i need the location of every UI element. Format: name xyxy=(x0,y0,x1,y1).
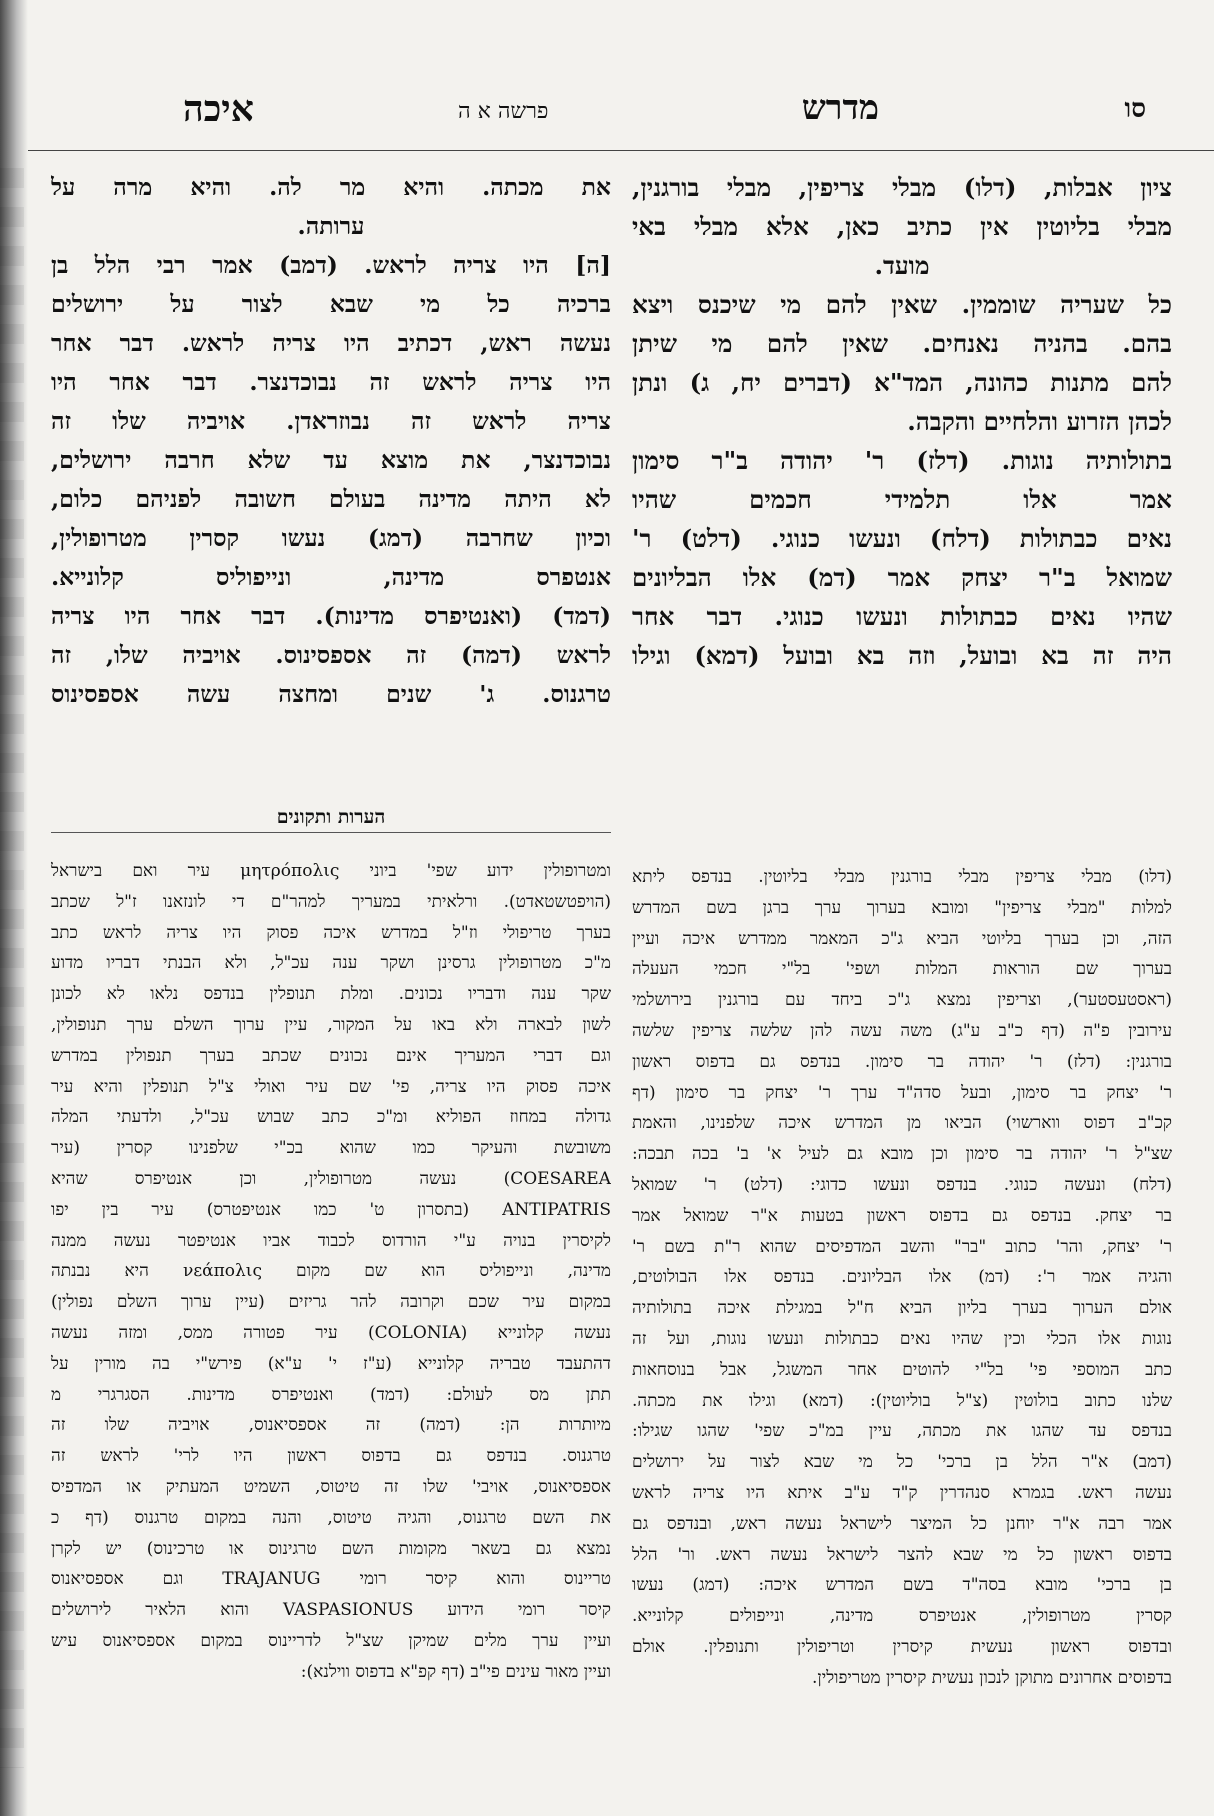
note-line: בדפוסים אחרונים מתוקן לנכון נעשית קיסרין מטריפולין. xyxy=(812,1667,1172,1688)
note-line: וגם דברי המעריך אינם נכונים שכתב בערך תנפולין במדרש xyxy=(51,1045,611,1066)
text-line: לראש (דמה) זה אספסינוס. אויביה שלו, זה xyxy=(51,641,611,669)
note-line: בערוך שם הוראות המלות ושפי' בל"י חכמי העעלה xyxy=(632,959,1172,980)
text-line: טרגנוס. ג' שנים ומחצה עשה אספסינוס xyxy=(51,680,611,708)
text-line: ערותה. xyxy=(297,212,365,240)
text-line: לא היתה מדינה בעולם חשובה לפניהם כלום, xyxy=(51,485,611,513)
note-line: את השם טרגנוס, והגיה טיטוס, והנה במקום טרגנוס (דף כ xyxy=(51,1507,611,1528)
text-line: וכיון שחרבה (דמג) נעשו קסרין מטרופולין, xyxy=(51,524,611,552)
note-line: במקום עיר שכם וקרובה להר גריזים (עיין ערוך השלם נפולין) xyxy=(51,1292,611,1313)
text-line: בתולותיה נוגות. (דלז) ר' יהודה ב"ר סימון xyxy=(632,446,1172,475)
main-text-right-column xyxy=(632,168,1172,916)
note-line: שלנו כתוב בולוטין (צ"ל בוליוטין): (דמא) וגילו את מכתה. xyxy=(632,1390,1172,1411)
note-line: ועיין ערך מלים שמיקן שצ"ל לדריינוס במקום אספסיאנוס עיש xyxy=(51,1630,611,1651)
note-line: (דלו) מבלי צריפין מבלי בורגנין מבלי בליוטין. בנדפס ליתא xyxy=(632,867,1172,887)
text-line: שמואל ב"ר יצחק אמר (דמ) אלו הבליונים xyxy=(632,563,1172,592)
note-line: ר' יצחק, והר' כתוב "בר" והשב המדפיסים שהוא ר"ת בשם ר' xyxy=(632,1236,1172,1257)
text-line: היו צריה לראש זה נבוכדנצר. דבר אחר היו xyxy=(51,368,611,396)
note-line: בנדפס עד שהגו את מכתה, עיין במ"כ שפי' שהגו שגילו: xyxy=(632,1421,1172,1442)
text-line: מועד. xyxy=(874,251,930,280)
note-line: דהתעבד טבריה קלונייא (ע"ז י' ע"א) פירש"י בה מורין על xyxy=(51,1353,611,1374)
note-line: קיסר רומי הידוע VASPASIONUS והוא הלאיר לירושלים xyxy=(51,1600,611,1621)
note-line: נעשה קלונייא (COLONIA) עיר פטורה ממס, ומזה נעשה xyxy=(51,1322,611,1343)
page-number: סו xyxy=(1124,94,1146,124)
text-line: נאים כבתולות (דלח) ונעשו כנוגי. (דלט) ר' xyxy=(632,524,1172,553)
note-line: מיותרות הן: (דמה) זה אספסיאנוס, אויביה שלו זה xyxy=(51,1415,611,1436)
text-line: נבוכדנצר, את מוצא עד שלא חרבה ירושלים, xyxy=(51,446,611,474)
bleed-through xyxy=(0,168,24,1768)
note-line: (דמב) א"ר הלל בן ברכי' כל מי שבא לצור על ירושלים xyxy=(632,1452,1172,1473)
notes-heading: הערות ותקונים xyxy=(276,806,386,828)
note-line: טריינוס והוא קיסר רומי TRAJANUG וגם אספסיאנוס xyxy=(51,1569,611,1590)
note-line: תתן מס לעולם: (דמד) ואנטיפרס מדינות. הסגרגרי מ xyxy=(51,1384,611,1405)
text-line: אמר אלו תלמידי חכמים שהיו xyxy=(632,485,1172,514)
note-line: ובדפוס ראשון נעשית קיסרין וטריפולין ותנופלין. אולם xyxy=(632,1636,1172,1657)
note-line: משובשת והעיקר כמו שהוא בכ"י שלפנינו קסרין (עיר xyxy=(51,1138,611,1159)
note-line: נעשה ראש. בגמרא סנהדרין ק"ד ע"ב איתא היו צריה לראש xyxy=(632,1482,1172,1503)
notes-right-column xyxy=(632,862,1172,1774)
notes-left-column xyxy=(51,856,611,1774)
note-line: איכה פסוק היו צריה, פי' שם עיר ואולי צ"ל תנופלין והיא עיר xyxy=(51,1076,611,1097)
text-line: כל שעריה שוממין. שאין להם מי שיכנס ויצא xyxy=(632,290,1172,319)
note-line: מ"כ מטרופולין גרסינן ושקר ענה עכ"ל, ולא הבנתי דבריו מדוע xyxy=(51,953,611,974)
note-line: (הויפטשטאדט). ורלאיתי במעריך למהר"ם די לונזאנו ז"ל שכתב xyxy=(51,891,611,912)
text-line: את מכתה. והיא מר לה. והיא מרה על xyxy=(51,173,611,201)
note-line: לקיסרין בנויה ע"י הורדוס לכבוד אביו אנטיפטר נעשה ממנה xyxy=(51,1230,611,1251)
main-text-left-column xyxy=(51,168,611,796)
note-line: (ראסטעסטער), וצריפין נמצא ג"כ ביחד עם בורגנין בירושלמי xyxy=(632,990,1172,1011)
note-line: מדינה, ונייפוליס הוא שם מקום νεάπολις היא נבנתה xyxy=(51,1261,611,1282)
note-line: הזה, וכן בערך בליוטי הביא ג"כ המאמר ממדרש איכה ועיין xyxy=(632,928,1172,949)
note-line: כתב המוספי פי' בל"י להוטים אחר המשגל, אבל בנוסחאות xyxy=(632,1359,1172,1380)
text-line: מבלי בליוטין אין כתיב כאן, אלא מבלי באי xyxy=(632,212,1172,241)
note-line: למלות "מבלי צריפין" ומובא בערוך ערך ברגן בשם המדרש xyxy=(632,897,1172,918)
note-line: בן ברכי' מובא בסה"ד בשם המדרש איכה: (דמג) נעשו xyxy=(632,1575,1172,1596)
note-line: נמצא גם בשאר מקומות השם טרגינוס או טרכינוס) יש לקרן xyxy=(51,1538,611,1559)
book-page xyxy=(28,0,1214,1816)
text-line: צריה לראש זה נבוזראדן. אויביה שלו זה xyxy=(51,407,611,435)
note-line: בערך טריפולי וז"ל במדרש איכה פסוק היו צריה לראש כתב xyxy=(51,922,611,943)
note-line: אולם הערוך בערך בליון הביא ח"ל במגילת איכה בתולותיה xyxy=(632,1298,1172,1319)
note-line: קסרין מטרופולין, אנטיפרס מדינה, ונייפולים קלונייא. xyxy=(632,1606,1172,1627)
text-line: [ה] היו צריה לראש. (דמב) אמר רבי הלל בן xyxy=(51,251,611,279)
text-line: בהם. בהניה נאנחים. שאין להם מי שיתן xyxy=(632,329,1172,358)
work-title: מדרש xyxy=(801,88,879,128)
note-line: נוגות אלו הכלי וכין שהיו נאים כבתולות ונעשו נוגות, ועל זה xyxy=(632,1328,1172,1349)
note-line: בורגנין: (דלז) ר' יהודה בר סימון. בנדפס גם בדפוס ראשון xyxy=(632,1051,1172,1072)
note-line: שצ"ל ר' יהודה בר סימון וכן מובא גם לעיל א' ב' בכה תבכה: xyxy=(632,1144,1172,1165)
header-rule xyxy=(28,150,1214,151)
text-line: נעשה ראש, דכתיב היו צריה לראש. דבר אחר xyxy=(51,329,611,357)
text-line: ציון אבלות, (דלו) מבלי צריפין, מבלי בורגנין, xyxy=(632,173,1172,202)
text-line: להם מתנות כהונה, המד"א (דברים יח, ג) ונתן xyxy=(632,368,1172,397)
note-line: לשון לבארה ולא באו על המקור, עיין ערוך השלם ערך תנופולין, xyxy=(51,1014,611,1035)
note-line: אספסיאנוס, אויבי' שלו זה טיטוס, השמיט המעתיק או המדפיס xyxy=(51,1476,611,1497)
note-line: גדולה במחוז הפוליא ומ"כ כתב שבוש עכ"ל, ולדעתי המלה xyxy=(51,1107,611,1128)
note-line: והגיה אמר ר': (דמ) אלו הבליונים. בנדפס אלו הבולוטים, xyxy=(632,1267,1172,1288)
note-line: טרגנוס. בנדפס גם בדפוס ראשון היו לרי' לראש זה xyxy=(51,1446,611,1467)
note-line: שקר ענה ודבריו נכונים. ומלת תנופלין בנדפס נלאו לא לכונן xyxy=(51,984,611,1005)
text-line: ברכיה כל מי שבא לצור על ירושלים xyxy=(51,290,611,318)
note-line: ANTIPATRIS (בתסרון ט' כמו אנטיפטרס) עיר בין יפו xyxy=(51,1199,611,1220)
note-line: קכ"ב דפוס ווארשוי) הביאו מן המדרש איכה שלפנינו, והאמת xyxy=(632,1113,1172,1134)
text-line: לכהן הזרוע והלחיים והקבה. xyxy=(907,407,1172,436)
note-line: ר' יצחק בר סימון, ובעל סדה"ד ערך ר' יצחק בר סימון (דף xyxy=(632,1082,1172,1103)
section-label: פרשה א ה xyxy=(458,99,549,124)
note-line: עירובין פ"ה (דף כ"ב ע"ג) משה עשה להן שלשה צריפין שלשה xyxy=(632,1020,1172,1041)
book-title: איכה xyxy=(183,88,254,130)
text-line: שהיו נאים כבתולות ונעשו כנוגי. דבר אחר xyxy=(632,602,1172,631)
text-line: אנטפרס מדינה, ונייפוליס קלונייא. xyxy=(51,563,611,591)
note-line: (דלח) ונעשה כנוגי. בנדפס ונעשו כדוגי: (דלט) ר' שמואל xyxy=(632,1174,1172,1195)
note-line: אמר רבה א"ר יוחנן כל המיצר לישראל נעשה ראש, ובנדפס גם xyxy=(632,1513,1172,1534)
note-line: ועיין מאור עינים פי"ב (דף קפ"א בדפוס ווילנא): xyxy=(300,1661,611,1682)
note-line: ומטרופולין ידוע שפי' ביוני μητρόπολις עיר ואם בישראל xyxy=(51,861,611,881)
running-head xyxy=(28,88,1214,132)
note-line: COESAREA) נעשה מטרופולין, וכן אנטיפרס שהיא xyxy=(51,1168,611,1189)
notes-rule xyxy=(51,832,611,833)
text-line: (דמד) (ואנטיפרס מדינות). דבר אחר היו צריה xyxy=(51,602,611,630)
text-line: היה זה בא ובועל, וזה בא ובועל (דמא) וגילו xyxy=(632,641,1172,670)
note-line: בדפוס ראשון כל מי שבא להצר לישראל נעשה ראש. ור' הלל xyxy=(632,1544,1172,1565)
note-line: בר יצחק. בנדפס גם בדפוס ראשון בטעות א"ר שמואל אמר xyxy=(632,1205,1172,1226)
